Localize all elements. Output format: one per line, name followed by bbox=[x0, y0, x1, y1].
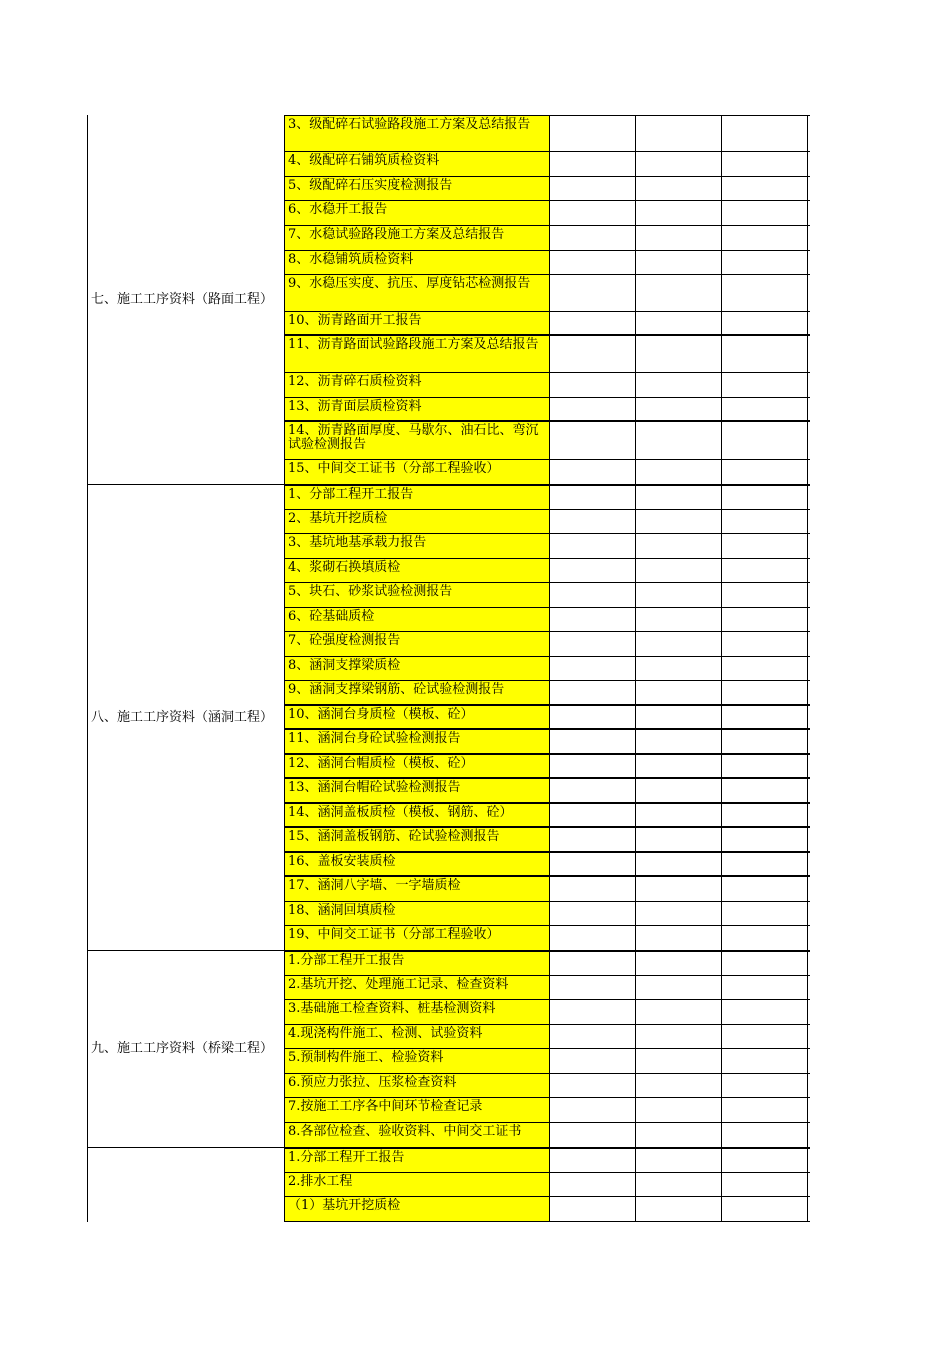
blank-cell[interactable] bbox=[636, 608, 722, 631]
blank-cell[interactable] bbox=[722, 608, 808, 631]
blank-cell[interactable] bbox=[636, 1197, 722, 1221]
table-row bbox=[285, 1000, 810, 1025]
blank-cell[interactable] bbox=[722, 152, 808, 176]
blank-cell[interactable] bbox=[636, 632, 722, 656]
item-cell[interactable]: 4、浆砌石换填质检 bbox=[285, 559, 550, 582]
category-label: 七、施工工序资料（路面工程） bbox=[91, 291, 274, 307]
blank-cell[interactable] bbox=[550, 828, 636, 851]
item-cell[interactable]: 10、涵洞台身质检（模板、砼） bbox=[285, 706, 550, 728]
table-row bbox=[285, 1148, 810, 1173]
blank-cell[interactable] bbox=[722, 177, 808, 200]
blank-cell[interactable] bbox=[550, 681, 636, 704]
item-cell[interactable]: 14、涵洞盖板质检（模板、钢筋、砼） bbox=[285, 804, 550, 826]
item-cell[interactable]: 18、涵洞回填质检 bbox=[285, 902, 550, 925]
blank-cell[interactable] bbox=[722, 486, 808, 509]
table-row bbox=[285, 976, 810, 1000]
blank-cell[interactable] bbox=[636, 510, 722, 533]
table-row bbox=[285, 312, 810, 336]
blank-cell[interactable] bbox=[722, 804, 808, 826]
blank-cell[interactable] bbox=[636, 336, 722, 372]
table-row bbox=[285, 828, 810, 853]
table-row bbox=[285, 559, 810, 583]
item-cell[interactable]: 4、级配碎石铺筑质检资料 bbox=[285, 152, 550, 176]
item-cell[interactable]: 1、分部工程开工报告 bbox=[285, 486, 550, 509]
table-row bbox=[285, 926, 810, 950]
blank-cell[interactable] bbox=[636, 422, 722, 459]
blank-cell[interactable] bbox=[636, 116, 722, 151]
blank-cell[interactable] bbox=[550, 1049, 636, 1073]
table-row bbox=[285, 336, 810, 373]
blank-cell[interactable] bbox=[550, 312, 636, 334]
blank-cell[interactable] bbox=[550, 1173, 636, 1196]
blank-cell[interactable] bbox=[722, 755, 808, 777]
blank-cell[interactable] bbox=[722, 460, 808, 484]
blank-cell[interactable] bbox=[550, 976, 636, 999]
blank-cell[interactable] bbox=[636, 779, 722, 802]
blank-cell[interactable] bbox=[550, 1123, 636, 1147]
table-row bbox=[285, 755, 810, 779]
blank-cell[interactable] bbox=[722, 952, 808, 975]
blank-cell[interactable] bbox=[550, 398, 636, 420]
table-row bbox=[285, 1123, 810, 1147]
table-row bbox=[285, 1173, 810, 1197]
item-cell[interactable]: 8、水稳铺筑质检资料 bbox=[285, 251, 550, 274]
item-cell[interactable]: 13、沥青面层质检资料 bbox=[285, 398, 550, 420]
blank-cell[interactable] bbox=[550, 226, 636, 250]
item-cell[interactable]: 2.排水工程 bbox=[285, 1173, 550, 1196]
item-cell[interactable]: 6、砼基础质检 bbox=[285, 608, 550, 631]
item-cell[interactable]: 15、中间交工证书（分部工程验收） bbox=[285, 460, 550, 484]
blank-cell[interactable] bbox=[636, 559, 722, 582]
blank-cell[interactable] bbox=[550, 116, 636, 151]
table-row bbox=[285, 460, 810, 484]
blank-cell[interactable] bbox=[636, 177, 722, 200]
blank-cell[interactable] bbox=[636, 275, 722, 311]
blank-cell[interactable] bbox=[636, 312, 722, 334]
blank-cell[interactable] bbox=[722, 373, 808, 397]
blank-cell[interactable] bbox=[636, 804, 722, 826]
blank-cell[interactable] bbox=[550, 706, 636, 728]
table-row bbox=[285, 1074, 810, 1098]
item-cell[interactable]: 9、涵洞支撑梁钢筋、砼试验检测报告 bbox=[285, 681, 550, 704]
item-cell[interactable]: 12、沥青碎石质检资料 bbox=[285, 373, 550, 397]
blank-cell[interactable] bbox=[722, 1197, 808, 1221]
blank-cell[interactable] bbox=[722, 510, 808, 533]
blank-cell[interactable] bbox=[722, 706, 808, 728]
blank-cell[interactable] bbox=[636, 1074, 722, 1097]
blank-cell[interactable] bbox=[636, 902, 722, 925]
blank-cell[interactable] bbox=[550, 534, 636, 558]
table-row bbox=[285, 398, 810, 422]
item-cell[interactable]: 7、水稳试验路段施工方案及总结报告 bbox=[285, 226, 550, 250]
blank-cell[interactable] bbox=[636, 755, 722, 777]
blank-cell[interactable] bbox=[722, 1098, 808, 1122]
blank-cell[interactable] bbox=[550, 422, 636, 459]
blank-cell[interactable] bbox=[636, 1098, 722, 1122]
section-culvert bbox=[87, 484, 810, 950]
blank-cell[interactable] bbox=[722, 853, 808, 875]
blank-cell[interactable] bbox=[636, 657, 722, 680]
blank-cell[interactable] bbox=[722, 976, 808, 999]
blank-cell[interactable] bbox=[550, 460, 636, 484]
blank-cell[interactable] bbox=[550, 779, 636, 802]
table-row bbox=[285, 730, 810, 755]
item-cell[interactable]: 2.基坑开挖、处理施工记录、检查资料 bbox=[285, 976, 550, 999]
blank-cell[interactable] bbox=[636, 583, 722, 607]
category-cell bbox=[87, 1148, 285, 1222]
blank-cell[interactable] bbox=[636, 828, 722, 851]
blank-cell[interactable] bbox=[550, 657, 636, 680]
section-road bbox=[87, 115, 810, 484]
blank-cell[interactable] bbox=[636, 251, 722, 274]
blank-cell[interactable] bbox=[636, 1049, 722, 1073]
item-cell[interactable]: 15、涵洞盖板钢筋、砼试验检测报告 bbox=[285, 828, 550, 851]
blank-cell[interactable] bbox=[550, 952, 636, 975]
blank-cell[interactable] bbox=[636, 976, 722, 999]
blank-cell[interactable] bbox=[550, 510, 636, 533]
table-row bbox=[285, 510, 810, 534]
item-cell[interactable]: 12、涵洞台帽质检（模板、砼） bbox=[285, 755, 550, 777]
table-row bbox=[285, 951, 810, 976]
blank-cell[interactable] bbox=[722, 275, 808, 311]
blank-cell[interactable] bbox=[550, 853, 636, 875]
blank-cell[interactable] bbox=[636, 730, 722, 753]
category-label: 九、施工工序资料（桥梁工程） bbox=[91, 1041, 274, 1056]
blank-cell[interactable] bbox=[722, 583, 808, 607]
item-cell[interactable]: 2、基坑开挖质检 bbox=[285, 510, 550, 533]
blank-cell[interactable] bbox=[636, 681, 722, 704]
blank-cell[interactable] bbox=[722, 422, 808, 459]
table-row bbox=[285, 422, 810, 460]
blank-cell[interactable] bbox=[636, 534, 722, 558]
category-cell bbox=[87, 115, 285, 484]
item-cell[interactable]: 9、水稳压实度、抗压、厚度钻芯检测报告 bbox=[285, 275, 550, 311]
blank-cell[interactable] bbox=[722, 312, 808, 334]
blank-cell[interactable] bbox=[722, 1123, 808, 1147]
blank-cell[interactable] bbox=[636, 373, 722, 397]
table-row bbox=[285, 534, 810, 559]
blank-cell[interactable] bbox=[636, 152, 722, 176]
blank-cell[interactable] bbox=[550, 486, 636, 509]
blank-cell[interactable] bbox=[636, 1149, 722, 1172]
table-row bbox=[285, 657, 810, 681]
table-row bbox=[285, 706, 810, 730]
item-cell[interactable]: （1）基坑开挖质检 bbox=[285, 1197, 550, 1221]
item-cell[interactable]: 1.分部工程开工报告 bbox=[285, 1149, 550, 1172]
blank-cell[interactable] bbox=[550, 177, 636, 200]
blank-cell[interactable] bbox=[550, 804, 636, 826]
blank-cell[interactable] bbox=[636, 398, 722, 420]
item-cell[interactable]: 8、涵洞支撑梁质检 bbox=[285, 657, 550, 680]
item-cell[interactable]: 19、中间交工证书（分部工程验收） bbox=[285, 926, 550, 950]
item-cell[interactable]: 5、块石、砂浆试验检测报告 bbox=[285, 583, 550, 607]
section-bridge bbox=[87, 950, 810, 1147]
blank-cell[interactable] bbox=[636, 1025, 722, 1048]
blank-cell[interactable] bbox=[550, 1197, 636, 1221]
table-row bbox=[285, 226, 810, 251]
blank-cell[interactable] bbox=[636, 201, 722, 225]
item-cell[interactable]: 13、涵洞台帽砼试验检测报告 bbox=[285, 779, 550, 802]
blank-cell[interactable] bbox=[722, 116, 808, 151]
item-cell[interactable]: 3、基坑地基承载力报告 bbox=[285, 534, 550, 558]
table-row bbox=[285, 201, 810, 226]
item-cell[interactable]: 10、沥青路面开工报告 bbox=[285, 312, 550, 334]
blank-cell[interactable] bbox=[550, 275, 636, 311]
table-row bbox=[285, 115, 810, 152]
blank-cell[interactable] bbox=[722, 534, 808, 558]
table-row bbox=[285, 1098, 810, 1123]
blank-cell[interactable] bbox=[722, 902, 808, 925]
table-row bbox=[285, 1025, 810, 1049]
blank-cell[interactable] bbox=[636, 877, 722, 901]
blank-cell[interactable] bbox=[550, 1098, 636, 1122]
blank-cell[interactable] bbox=[722, 779, 808, 802]
table-row bbox=[285, 877, 810, 902]
blank-cell[interactable] bbox=[636, 926, 722, 950]
item-cell[interactable]: 6.预应力张拉、压浆检查资料 bbox=[285, 1074, 550, 1097]
table-row bbox=[285, 681, 810, 706]
table-row bbox=[285, 251, 810, 275]
blank-cell[interactable] bbox=[550, 336, 636, 372]
table-row bbox=[285, 1197, 810, 1222]
blank-cell[interactable] bbox=[636, 226, 722, 250]
blank-cell[interactable] bbox=[550, 632, 636, 656]
blank-cell[interactable] bbox=[722, 681, 808, 704]
table-row bbox=[285, 853, 810, 877]
blank-cell[interactable] bbox=[722, 877, 808, 901]
blank-cell[interactable] bbox=[550, 1000, 636, 1024]
blank-cell[interactable] bbox=[636, 853, 722, 875]
table-row bbox=[285, 152, 810, 177]
blank-cell[interactable] bbox=[550, 1025, 636, 1048]
item-cell[interactable]: 11、沥青路面试验路段施工方案及总结报告 bbox=[285, 336, 550, 372]
table-row bbox=[285, 373, 810, 398]
blank-cell[interactable] bbox=[550, 251, 636, 274]
blank-cell[interactable] bbox=[636, 486, 722, 509]
section-next bbox=[87, 1147, 810, 1222]
blank-cell[interactable] bbox=[550, 1074, 636, 1097]
blank-cell[interactable] bbox=[722, 559, 808, 582]
item-cell[interactable]: 5.预制构件施工、检验资料 bbox=[285, 1049, 550, 1073]
category-cell bbox=[87, 951, 285, 1147]
item-cell[interactable]: 4.现浇构件施工、检测、试验资料 bbox=[285, 1025, 550, 1048]
blank-cell[interactable] bbox=[636, 1000, 722, 1024]
blank-cell[interactable] bbox=[722, 1000, 808, 1024]
blank-cell[interactable] bbox=[550, 902, 636, 925]
blank-cell[interactable] bbox=[550, 755, 636, 777]
blank-cell[interactable] bbox=[550, 730, 636, 753]
item-cell[interactable]: 6、水稳开工报告 bbox=[285, 201, 550, 225]
blank-cell[interactable] bbox=[550, 152, 636, 176]
category-label: 八、施工工序资料（涵洞工程） bbox=[91, 709, 274, 725]
table-row bbox=[285, 275, 810, 312]
blank-cell[interactable] bbox=[550, 373, 636, 397]
item-cell[interactable]: 3.基础施工检查资料、桩基检测资料 bbox=[285, 1000, 550, 1024]
table-row bbox=[285, 608, 810, 632]
blank-cell[interactable] bbox=[636, 1173, 722, 1196]
item-cell[interactable]: 17、涵洞八字墙、一字墙质检 bbox=[285, 877, 550, 901]
blank-cell[interactable] bbox=[550, 926, 636, 950]
table-row bbox=[285, 804, 810, 828]
table-row bbox=[285, 177, 810, 201]
item-cell[interactable]: 3、级配碎石试验路段施工方案及总结报告 bbox=[285, 116, 550, 151]
blank-cell[interactable] bbox=[550, 608, 636, 631]
blank-cell[interactable] bbox=[636, 460, 722, 484]
blank-cell[interactable] bbox=[722, 632, 808, 656]
blank-cell[interactable] bbox=[722, 336, 808, 372]
item-cell[interactable]: 16、盖板安装质检 bbox=[285, 853, 550, 875]
item-cell[interactable]: 8.各部位检查、验收资料、中间交工证书 bbox=[285, 1123, 550, 1147]
blank-cell[interactable] bbox=[550, 559, 636, 582]
blank-cell[interactable] bbox=[722, 251, 808, 274]
table-row bbox=[285, 632, 810, 657]
item-cell[interactable]: 14、沥青路面厚度、马歇尔、油石比、弯沉试验检测报告 bbox=[285, 422, 550, 459]
blank-cell[interactable] bbox=[722, 398, 808, 420]
table-row bbox=[285, 902, 810, 926]
category-cell bbox=[87, 485, 285, 950]
table-row bbox=[285, 779, 810, 804]
item-cell[interactable]: 7、砼强度检测报告 bbox=[285, 632, 550, 656]
blank-cell[interactable] bbox=[722, 828, 808, 851]
item-cell[interactable]: 11、涵洞台身砼试验检测报告 bbox=[285, 730, 550, 753]
blank-cell[interactable] bbox=[722, 1149, 808, 1172]
spreadsheet-table bbox=[87, 115, 810, 1222]
blank-cell[interactable] bbox=[636, 952, 722, 975]
item-cell[interactable]: 5、级配碎石压实度检测报告 bbox=[285, 177, 550, 200]
blank-cell[interactable] bbox=[722, 1074, 808, 1097]
table-row bbox=[285, 583, 810, 608]
table-row bbox=[285, 485, 810, 510]
blank-cell[interactable] bbox=[722, 1049, 808, 1073]
blank-cell[interactable] bbox=[550, 583, 636, 607]
blank-cell[interactable] bbox=[550, 1149, 636, 1172]
table-row bbox=[285, 1049, 810, 1074]
blank-cell[interactable] bbox=[722, 226, 808, 250]
item-cell[interactable]: 7.按施工工序各中间环节检查记录 bbox=[285, 1098, 550, 1122]
blank-cell[interactable] bbox=[636, 706, 722, 728]
blank-cell[interactable] bbox=[722, 201, 808, 225]
blank-cell[interactable] bbox=[722, 926, 808, 950]
item-cell[interactable]: 1.分部工程开工报告 bbox=[285, 952, 550, 975]
blank-cell[interactable] bbox=[722, 1025, 808, 1048]
blank-cell[interactable] bbox=[636, 1123, 722, 1147]
blank-cell[interactable] bbox=[722, 657, 808, 680]
blank-cell[interactable] bbox=[722, 730, 808, 753]
blank-cell[interactable] bbox=[550, 201, 636, 225]
blank-cell[interactable] bbox=[550, 877, 636, 901]
blank-cell[interactable] bbox=[722, 1173, 808, 1196]
